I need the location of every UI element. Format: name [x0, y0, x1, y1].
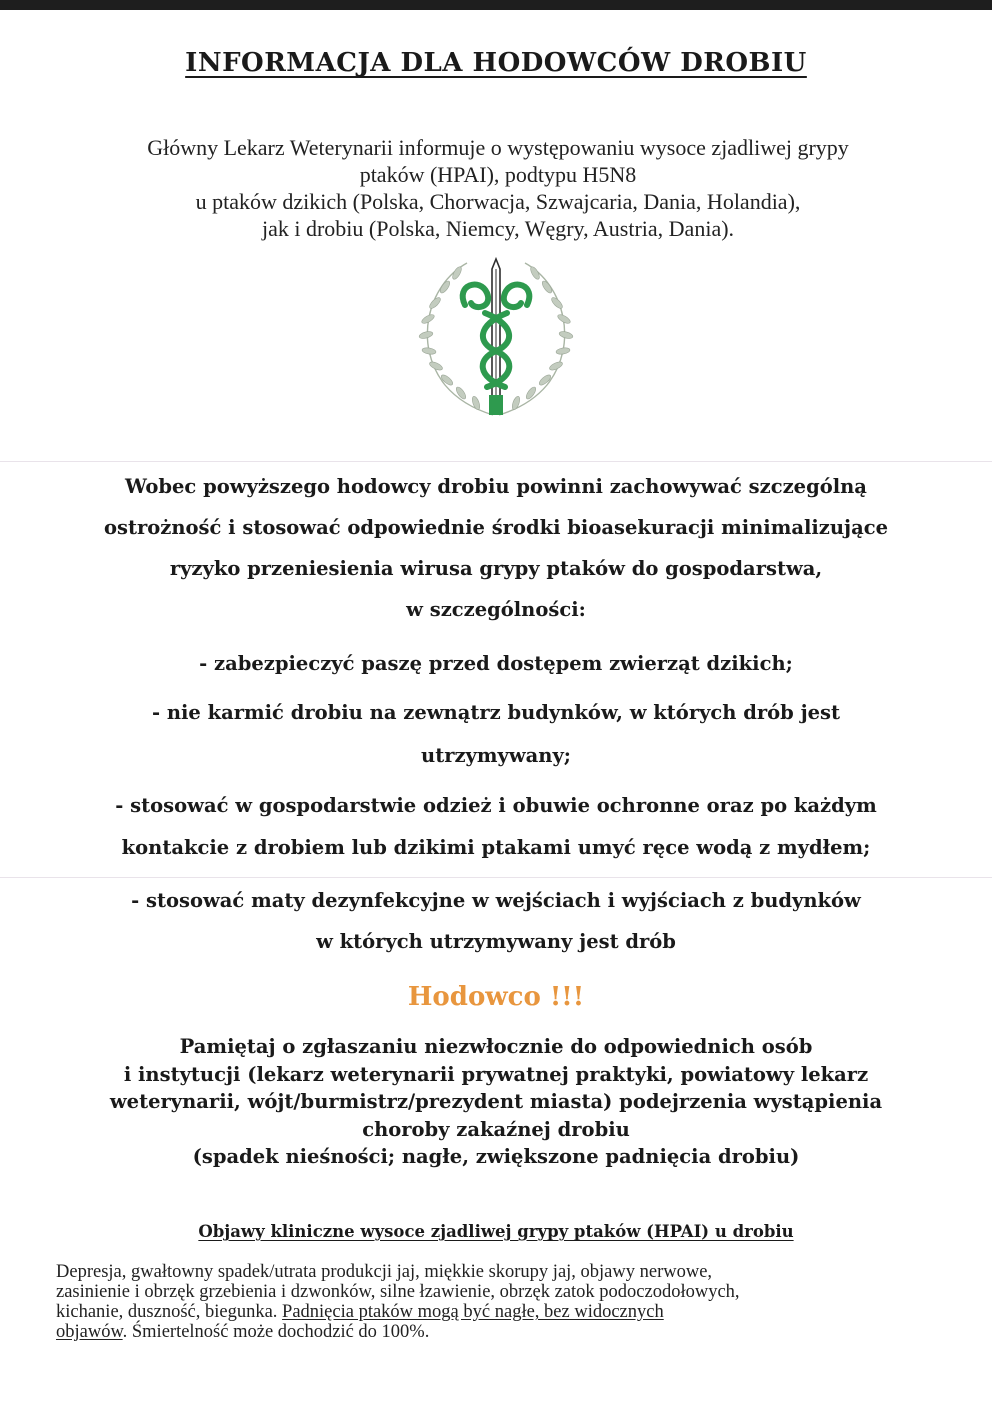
intro-line: Główny Lekarz Weterynarii informuje o występowaniu wysoce zjadliwej grypy: [147, 135, 849, 160]
item-line: - stosować maty dezynfekcyjne w wejściach i wyjściach z budynków: [131, 889, 861, 912]
intro-line: ptaków (HPAI), podtypu H5N8: [359, 162, 637, 187]
reminder-line: weterynarii, wójt/burmistrz/prezydent miasta) podejrzenia wystąpienia: [109, 1090, 883, 1113]
reminder-line: Pamiętaj o zgłaszaniu niezwłocznie do odpowiednich osób: [179, 1035, 813, 1058]
caduceus-wreath-emblem-icon: [405, 255, 587, 423]
symptoms-underlined-text: objawów: [56, 1322, 123, 1342]
intro-line: u ptaków dzikich (Polska, Chorwacja, Szwajcaria, Dania, Holandia),: [195, 189, 801, 214]
item-line: kontakcie z drobiem lub dzikimi ptakami umyć ręce wodą z mydłem;: [121, 836, 871, 859]
symptoms-text: kichanie, duszność, biegunka.: [56, 1302, 283, 1322]
scan-artifact-line: [0, 461, 992, 462]
symptoms-underlined-text: Padnięcia ptaków mogą być nagłe, bez widocznych: [282, 1302, 664, 1322]
recommendation-item-4: [0, 880, 992, 962]
reminder-line: choroby zakaźnej drobiu: [362, 1117, 630, 1141]
page-title: INFORMACJA DLA HODOWCÓW DROBIU: [185, 48, 807, 78]
item-line: utrzymywany;: [421, 744, 571, 767]
symptoms-line: [56, 1322, 937, 1342]
symptoms-line: [56, 1302, 937, 1322]
intro-line: jak i drobiu (Polska, Niemcy, Węgry, Austria, Dania).: [261, 216, 735, 241]
intro-paragraph: [60, 134, 936, 242]
recommendations-lead: [0, 466, 992, 630]
alert-heading: Hodowco !!!: [407, 982, 585, 1012]
lead-line: ryzyko przeniesienia wirusa grypy ptaków do gospodarstwa,: [169, 557, 823, 580]
reminder-line: (spadek nieśności; nagłe, zwiększone padnięcia drobiu): [192, 1145, 800, 1168]
item-line: w których utrzymywany jest drób: [316, 930, 676, 953]
item-line: - nie karmić drobiu na zewnątrz budynków, w których drób jest: [151, 701, 841, 724]
symptoms-line: zasinienie i obrzęk grzebienia i dzwonków, silne łzawienie, obrzęk zatok podoczodołowych,: [56, 1282, 740, 1302]
item-line: - zabezpieczyć paszę przed dostępem zwierząt dzikich;: [199, 652, 793, 675]
symptoms-text: . Śmiertelność może dochodzić do 100%.: [122, 1322, 430, 1342]
recommendation-item-1: [0, 643, 992, 684]
emblem-graphic: [405, 255, 587, 423]
symptoms-paragraph: [56, 1262, 937, 1342]
item-line: - stosować w gospodarstwie odzież i obuwie ochronne oraz po każdym: [115, 794, 877, 817]
recommendation-item-3: [0, 785, 992, 869]
lead-line: w szczególności:: [406, 598, 586, 621]
symptoms-line: Depresja, gwałtowny spadek/utrata produkcji jaj, miękkie skorupy jaj, objawy nerwowe,: [56, 1262, 713, 1282]
lead-line: ostrożność i stosować odpowiednie środki bioasekuracji minimalizujące: [103, 516, 889, 539]
top-border: [0, 0, 992, 10]
symptoms-heading: Objawy kliniczne wysoce zjadliwej grypy ptaków (HPAI) u drobiu: [198, 1222, 794, 1241]
recommendation-item-2: [0, 691, 992, 777]
reminder-paragraph: [0, 1033, 992, 1171]
lead-line: Wobec powyższego hodowcy drobiu powinni zachowywać szczególną: [125, 475, 867, 498]
reminder-line: i instytucji (lekarz weterynarii prywatnej praktyki, powiatowy lekarz: [123, 1062, 869, 1086]
scan-artifact-line: [0, 877, 992, 878]
